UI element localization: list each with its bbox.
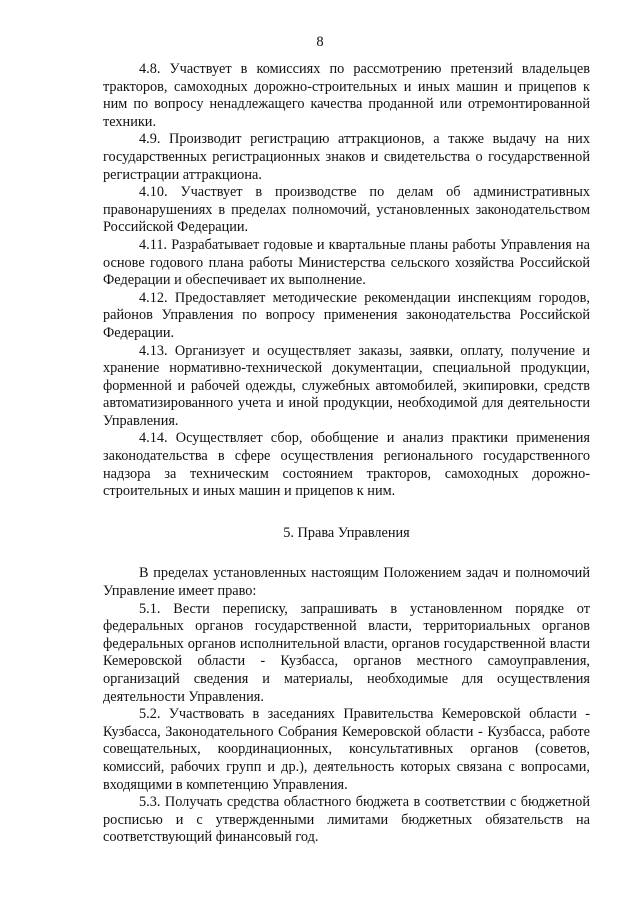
paragraph-4-8: 4.8. Участвует в комиссиях по рассмотрению претензий владельцев тракторов, самоходных дорожно-строительных и иных машин и прицепов к ним по вопросу ненадлежащего качества проданной или отремонтированной техники. (103, 61, 590, 130)
paragraph-4-13: 4.13. Организует и осуществляет заказы, заявки, оплату, получение и хранение нормативно-технической документации, специальной продукции, форменной и рабочей одежды, служебных автомобилей, экипировки, средств автоматизированного учета и иной продукции, необходимой для деятельности Управления. (103, 342, 590, 429)
document-body (103, 61, 590, 847)
section-5-intro: В пределах установленных настоящим Положением задач и полномочий Управление имеет право: (103, 565, 590, 600)
paragraph-5-3: 5.3. Получать средства областного бюджета в соответствии с бюджетной росписью и с утвержденными лимитами бюджетных обязательств на соответствующий финансовый год. (103, 794, 590, 846)
section-5-heading: 5. Права Управления (283, 524, 410, 541)
paragraph-4-14: 4.14. Осуществляет сбор, обобщение и анализ практики применения законодательства в сфере осуществления регионального государственного надзора за техническим состоянием тракторов, самоходных дорожно-строительных и иных машин и прицепов к ним. (103, 430, 590, 500)
page-number: 8 (316, 34, 324, 50)
paragraph-5-2: 5.2. Участвовать в заседаниях Правительства Кемеровской области - Кузбасса, Законодательного Собрания Кемеровской области - Кузбасса, работе совещательных, координационных, консультативных органов (советов, комиссий, рабочих групп и др.), деятельность которых связана с вопросами, входящими в компетенцию Управления. (103, 706, 590, 793)
paragraph-4-10: 4.10. Участвует в производстве по делам об административных правонарушениях в пределах полномочий, установленных законодательством Российской Федерации. (103, 184, 590, 236)
paragraph-4-9: 4.9. Производит регистрацию аттракционов, а также выдачу на них государственных регистрационных знаков и свидетельства о государственной регистрации аттракциона. (103, 131, 590, 183)
paragraph-4-12: 4.12. Предоставляет методические рекомендации инспекциям городов, районов Управления по вопросу применения законодательства Российской Федерации. (103, 289, 590, 341)
paragraph-4-11: 4.11. Разрабатывает годовые и квартальные планы работы Управления на основе годового плана работы Министерства сельского хозяйства Российской Федерации и обеспечивает их выполнение. (103, 236, 590, 289)
paragraph-5-1: 5.1. Вести переписку, запрашивать в установленном порядке от федеральных органов государственной власти, территориальных органов федеральных органов исполнительной власти, органов государственной власти Кемеровской области - Кузбасса, органов местного самоуправления, организаций сведения и материалы, необходимые для осуществления деятельности Управления. (103, 600, 590, 705)
